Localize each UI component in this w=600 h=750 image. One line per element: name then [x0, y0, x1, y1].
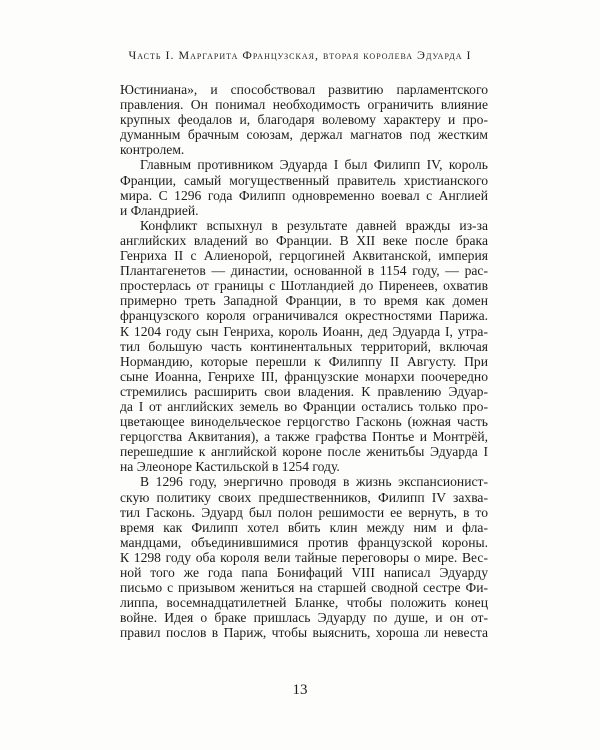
text-line: правления. Он понимал необходимость ограничить влияние — [120, 97, 488, 113]
text-line: французского короля ограничивался окрестностями Парижа. — [120, 308, 488, 324]
text-line: К 1204 году сын Генриха, король Иоанн, дед Эдуарда I, утра- — [120, 323, 488, 339]
paragraph — [120, 474, 488, 640]
page-number: 13 — [292, 682, 308, 698]
text-line: контролем. — [120, 142, 185, 158]
text-line: Конфликт вспыхнул в результате давней вражды из-за — [140, 217, 488, 233]
text-line: герцогства Аквитания), а также графства Понтье и Монтрёй, — [120, 429, 488, 445]
text-line: и Фландрией. — [120, 202, 199, 218]
paragraph — [120, 82, 488, 157]
text-line: К 1298 году оба короля вели тайные переговоры о мире. Вес- — [120, 549, 488, 565]
text-line: примерно треть Западной Франции, в то время как домен — [120, 293, 488, 309]
text-line: тил Гасконь. Эдуард был полон решимости ее вернуть, в то — [120, 504, 488, 520]
text-line: сыне Иоанна, Генрихе III, французские монархи поочередно — [120, 368, 488, 384]
text-line: скую политику своих предшественников, Филипп IV захва- — [120, 489, 488, 505]
text-line: Франции, самый могущественный правитель христианского — [120, 172, 488, 188]
text-line: цветающее винодельческое герцогство Гасконь (южная часть — [120, 414, 488, 430]
text-line: войне. Идея о браке пришлась Эдуарду по душе, и он от- — [120, 610, 488, 626]
text-line: В 1296 году, энергично проводя в жизнь экспансионист- — [140, 474, 488, 490]
text-line: ной того же года папа Бонифаций VIII написал Эдуарду — [120, 565, 488, 580]
text-line: время как Филипп хотел вбить клин между ним и фла- — [120, 519, 488, 535]
text-line: липпа, восемнадцатилетней Бланке, чтобы положить конец — [120, 595, 488, 611]
running-header: Часть I. Маргарита Французская, вторая королева Эдуарда I — [128, 48, 472, 62]
text-line: письмо с призывом жениться на старшей сводной сестре Фи- — [120, 580, 488, 596]
text-line: перешедшие к английской короне после женитьбы Эдуарда I — [120, 444, 488, 460]
text-line: тил большую часть континентальных территорий, включая — [120, 338, 488, 354]
text-line: Плантагенетов — династии, основанной в 1154 году, — рас- — [120, 263, 488, 279]
text-line: да I от английских земель во Франции остались только про- — [120, 398, 488, 414]
text-line: на Элеоноре Кастильской в 1254 году. — [120, 459, 340, 475]
text-line: мандцами, объединившимися против французской короны. — [120, 534, 488, 550]
body-text — [120, 82, 488, 640]
text-line: правил послов в Париж, чтобы выяснить, хороша ли невеста — [120, 625, 488, 641]
paragraph — [120, 157, 488, 217]
text-line: Юстиниана», и способствовал развитию парламентского — [120, 82, 488, 97]
text-line: мира. С 1296 года Филипп одновременно воевал с Англией — [120, 187, 488, 203]
paragraph — [120, 218, 488, 475]
text-line: английских владений во Франции. В XII веке после брака — [120, 232, 488, 248]
text-line: крупных феодалов и, благодаря волевому характеру и про- — [120, 112, 488, 128]
text-line: стремились расширить свои владения. К правлению Эдуар- — [120, 383, 488, 399]
text-line: думанным брачным союзам, держал магнатов под жестким — [120, 127, 488, 143]
text-line: Нормандию, которые перешли к Филиппу II Августу. При — [120, 353, 488, 369]
text-line: простерлась от границы с Шотландией до Пиренеев, охватив — [120, 278, 488, 294]
text-line: Генриха II с Алиенорой, герцогиней Аквитанской, империя — [120, 248, 488, 264]
text-line: Главным противником Эдуарда I был Филипп IV, король — [140, 157, 488, 173]
